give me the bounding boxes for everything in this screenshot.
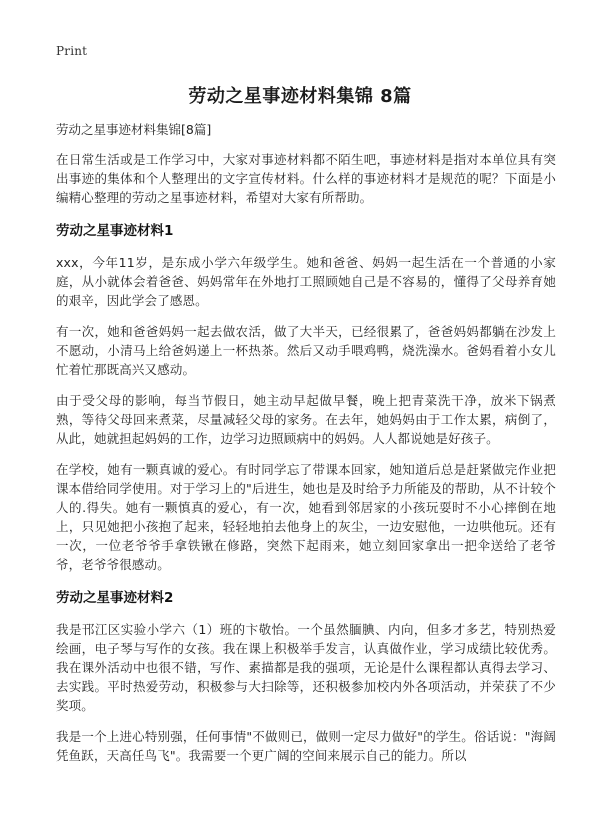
- section-2-heading: 劳动之星事迹材料2: [56, 590, 174, 606]
- print-label[interactable]: Print: [56, 44, 88, 58]
- document-title: 劳动之星事迹材料集锦 8篇: [188, 86, 412, 107]
- section-1-paragraph-1: xxx，今年11岁，是东成小学六年级学生。她和爸爸、妈妈一起生活在一个普通的小家庭，从小就体会着爸爸、妈妈常年在外地打工照顾她自己是不容易的，懂得了父母养育她的艰辛，因此学会了感恩。: [56, 255, 556, 308]
- section-2-paragraph-2: 我是一个上进心特别强，任何事情"不做则已，做则一定尽力做好"的学生。俗话说："海阔凭鱼跃，天高任鸟飞"。我需要一个更广阔的空间来展示自己的能力。所以: [56, 729, 556, 763]
- section-1-paragraph-2: 有一次，她和爸爸妈妈一起去做农活，做了大半天，已经很累了，爸爸妈妈都躺在沙发上不愿动，小清马上给爸妈递上一杯热茶。然后又动手喂鸡鸭，烧洗澡水。爸妈看着小女儿忙着忙那既高兴又感动。: [56, 324, 556, 377]
- section-1-paragraph-3: 由于受父母的影响，每当节假日，她主动早起做早餐，晚上把青菜洗干净，放米下锅煮熟，等待父母回来煮菜，尽量减轻父母的家务。在去年，她妈妈由于工作太累，病倒了，从此，她就担起妈妈的工作，边学习边照顾病中的妈妈。人人都说她是好孩子。: [56, 393, 556, 446]
- document-body: [56, 120, 556, 777]
- section-2-paragraph-1: 我是邗江区实验小学六（1）班的卞敬怡。一个虽然腼腆、内向，但多才多艺，特别热爱绘画，电子琴与写作的女孩。我在课上积极举手发言，认真做作业，学习成绩比较优秀。我在课外活动中也很不错，写作、素描都是我的强项，无论是什么课程都认真得去学习、去实践。平时热爱劳动，积极参与大扫除等，还积极参加校内外各项活动，并荣获了不少奖项。: [56, 622, 556, 713]
- section-1-heading: 劳动之星事迹材料1: [56, 223, 174, 239]
- section-1-paragraph-4: 在学校，她有一颗真诚的爱心。有时同学忘了带课本回家，她知道后总是赶紧做完作业把课本借给同学使用。对于学习上的"后进生，她也是及时给予力所能及的帮助，从不计较个人的.得失。她有一颗慎真的爱心，有一次，她看到邻居家的小孩玩耍时不小心摔倒在地上，只见她把小孩抱了起来，轻轻地拍去他身上的灰尘，一边安慰他，一边哄他玩。还有一次，一位老爷爷手拿铁锹在修路，突然下起雨来，她立刻回家拿出一把伞送给了老爷爷，老爷爷很感动。: [56, 462, 556, 572]
- document-subtitle: 劳动之星事迹材料集锦[8篇]: [56, 122, 212, 137]
- intro-paragraph: 在日常生活或是工作学习中，大家对事迹材料都不陌生吧，事迹材料是指对本单位具有突出事迹的集体和个人整理出的文字宣传材料。什么样的事迹材料才是规范的呢？下面是小编精心整理的劳动之星事迹材料，希望对大家有所帮助。: [56, 152, 556, 205]
